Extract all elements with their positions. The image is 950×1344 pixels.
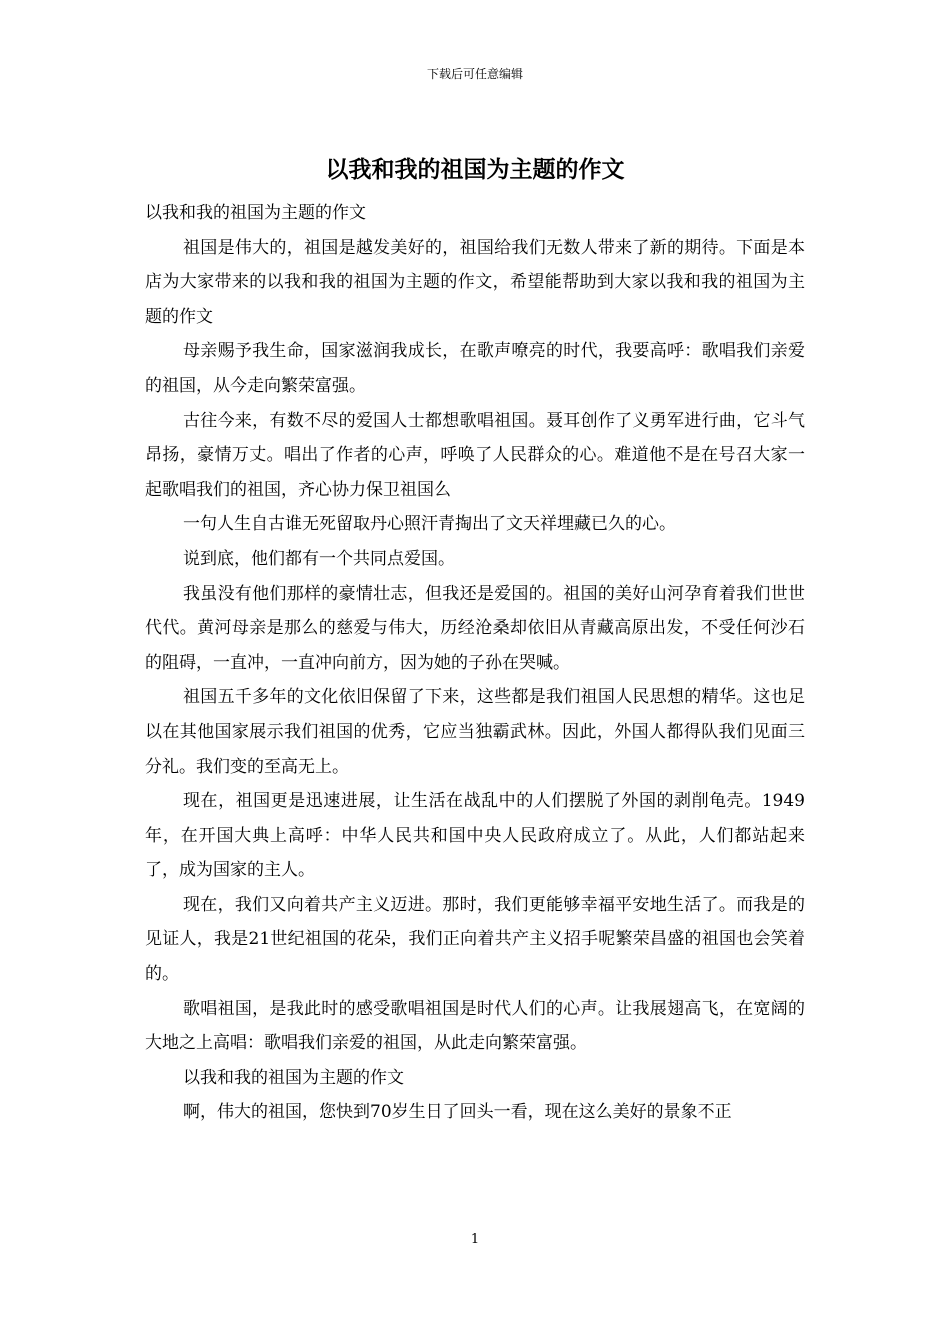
paragraph: 歌唱祖国，是我此时的感受歌唱祖国是时代人们的心声。让我展翅高飞，在宽阔的大地之上高唱：歌唱我们亲爱的祖国，从此走向繁荣富强。 bbox=[145, 998, 805, 1054]
paragraph: 古往今来，有数不尽的爱国人士都想歌唱祖国。聂耳创作了义勇军进行曲，它斗气昂扬，豪情万丈。唱出了作者的心声，呼唤了人民群众的心。难道他不是在号召大家一起歌唱我们的祖国，齐心协力保卫祖国么 bbox=[145, 410, 805, 500]
paragraph: 祖国是伟大的，祖国是越发美好的，祖国给我们无数人带来了新的期待。下面是本店为大家带来的以我和我的祖国为主题的作文，希望能帮助到大家以我和我的祖国为主题的作文 bbox=[145, 237, 805, 327]
paragraph: 现在，祖国更是迅速进展，让生活在战乱中的人们摆脱了外国的剥削龟壳。1949年，在开国大典上高呼：中华人民共和国中央人民政府成立了。从此，人们都站起来了，成为国家的主人。 bbox=[145, 791, 805, 881]
section-heading: 以我和我的祖国为主题的作文 bbox=[183, 1067, 404, 1088]
header-note: 下载后可任意编辑 bbox=[426, 67, 523, 81]
document-title: 以我和我的祖国为主题的作文 bbox=[325, 156, 625, 183]
paragraph: 母亲赐予我生命，国家滋润我成长，在歌声嘹亮的时代，我要高呼：歌唱我们亲爱的祖国，从今走向繁荣富强。 bbox=[145, 341, 805, 396]
paragraph: 啊，伟大的祖国，您快到70岁生日了回头一看，现在这么美好的景象不正 bbox=[183, 1102, 732, 1123]
page-number: 1 bbox=[470, 1232, 480, 1247]
paragraph: 我虽没有他们那样的豪情壮志，但我还是爱国的。祖国的美好山河孕育着我们世世代代。黄河母亲是那么的慈爱与伟大，历经沧桑却依旧从青藏高原出发，不受任何沙石的阻碍，一直冲，一直冲向前方，因为她的子孙在哭喊。 bbox=[145, 583, 805, 673]
document-body bbox=[145, 196, 805, 1130]
paragraph: 现在，我们又向着共产主义迈进。那时，我们更能够幸福平安地生活了。而我是的见证人，我是21世纪祖国的花朵，我们正向着共产主义招手呢繁荣昌盛的祖国也会笑着的。 bbox=[145, 894, 805, 985]
paragraph: 一句人生自古谁无死留取丹心照汗青掏出了文天祥埋藏已久的心。 bbox=[183, 514, 676, 535]
paragraph: 说到底，他们都有一个共同点爱国。 bbox=[183, 548, 455, 569]
paragraph: 祖国五千多年的文化依旧保留了下来，这些都是我们祖国人民思想的精华。这也足以在其他国家展示我们祖国的优秀，它应当独霸武林。因此，外国人都得队我们见面三分礼。我们变的至高无上。 bbox=[145, 687, 805, 777]
paragraph-subtitle: 以我和我的祖国为主题的作文 bbox=[145, 203, 366, 223]
